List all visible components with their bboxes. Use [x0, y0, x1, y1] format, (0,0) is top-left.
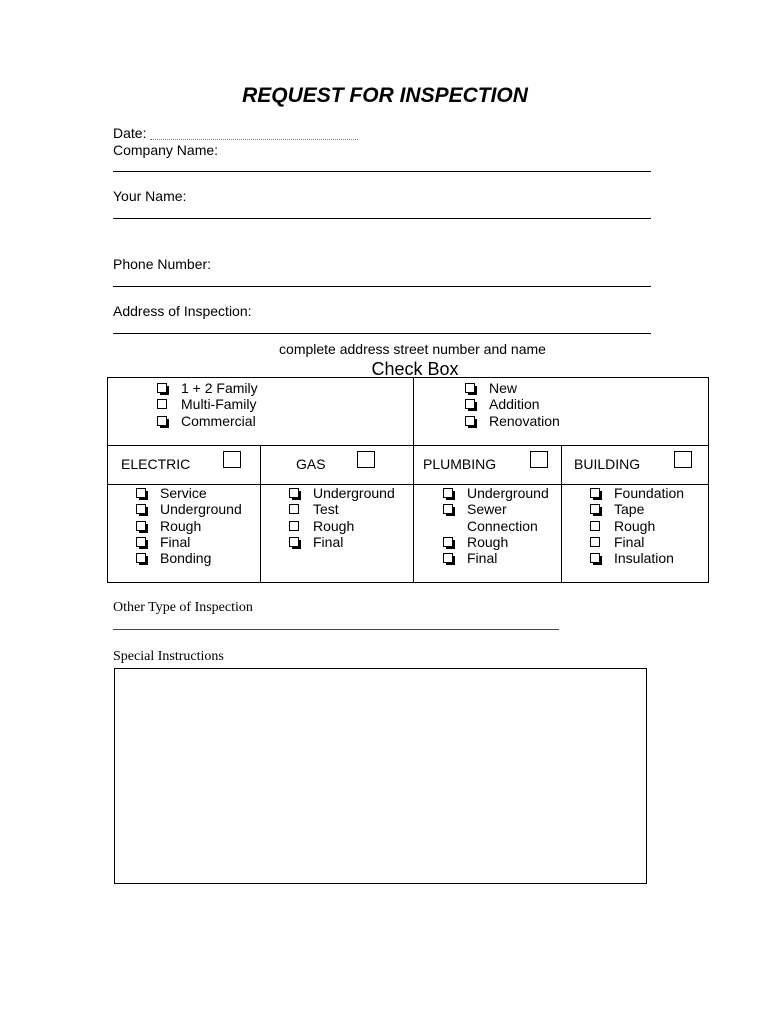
address-label: Address of Inspection: — [113, 303, 252, 319]
gas-list — [289, 485, 395, 550]
building-list — [590, 485, 684, 566]
phone-number-field[interactable] — [113, 286, 651, 287]
building-final[interactable] — [590, 534, 684, 550]
special-instructions-box[interactable] — [114, 668, 647, 884]
other-inspection-label: Other Type of Inspection — [113, 600, 253, 615]
plumbing-checkbox[interactable] — [530, 451, 548, 468]
electric-service[interactable] — [136, 485, 242, 501]
building-type-right-list — [465, 380, 560, 429]
gas-final[interactable] — [289, 534, 395, 550]
gas-underground[interactable] — [289, 485, 395, 501]
table-divider — [561, 445, 562, 583]
table-divider — [260, 445, 261, 583]
checkbox-icon[interactable] — [289, 488, 299, 498]
building-foundation[interactable] — [590, 485, 684, 501]
option-label: New — [489, 380, 518, 396]
option-label: Service — [160, 485, 207, 501]
option-label: Final — [313, 533, 344, 550]
table-divider — [413, 377, 414, 446]
electric-header: ELECTRIC — [121, 456, 191, 472]
option-multi-family[interactable] — [157, 396, 258, 412]
option-label: Underground — [160, 501, 242, 518]
plumbing-rough[interactable] — [443, 534, 549, 550]
checkbox-icon[interactable] — [136, 537, 146, 547]
checkbox-icon[interactable] — [443, 488, 453, 498]
date-field[interactable] — [150, 139, 358, 140]
checkbox-icon[interactable] — [289, 504, 299, 514]
electric-rough[interactable] — [136, 518, 242, 534]
checkbox-icon[interactable] — [590, 504, 600, 514]
plumbing-sewer-connection — [443, 518, 549, 534]
company-name-field[interactable] — [113, 171, 651, 172]
option-label: Insulation — [614, 550, 674, 567]
checkbox-icon[interactable] — [136, 488, 146, 498]
building-insulation[interactable] — [590, 550, 684, 566]
checkbox-icon[interactable] — [157, 416, 167, 426]
plumbing-final[interactable] — [443, 550, 549, 566]
option-commercial[interactable] — [157, 413, 258, 429]
option-label: 1 + 2 Family — [181, 380, 258, 396]
other-inspection-field[interactable] — [113, 629, 559, 630]
option-label: Rough — [467, 533, 509, 550]
checkbox-icon[interactable] — [136, 504, 146, 514]
your-name-label: Your Name: — [113, 188, 187, 204]
table-divider — [413, 445, 414, 583]
checkbox-icon[interactable] — [465, 383, 475, 393]
checkbox-icon[interactable] — [443, 553, 453, 563]
address-hint: complete address street number and name — [279, 341, 546, 357]
checkbox-icon[interactable] — [443, 504, 453, 514]
plumbing-header: PLUMBING — [423, 456, 497, 472]
option-label: Final — [614, 533, 645, 550]
building-rough[interactable] — [590, 518, 684, 534]
building-tape[interactable] — [590, 501, 684, 517]
gas-test[interactable] — [289, 501, 395, 517]
building-type-left-list — [157, 380, 258, 429]
electric-list — [136, 485, 242, 566]
gas-rough[interactable] — [289, 518, 395, 534]
checkbox-icon[interactable] — [590, 537, 600, 547]
option-label: Commercial — [181, 412, 256, 429]
check-box-title: Check Box — [371, 359, 459, 379]
gas-header: GAS — [296, 456, 326, 472]
option-1-2-family[interactable] — [157, 380, 258, 396]
building-checkbox[interactable] — [674, 451, 692, 468]
checkbox-icon[interactable] — [590, 521, 600, 531]
option-new[interactable] — [465, 380, 560, 396]
option-label: Test — [313, 501, 339, 518]
plumbing-sewer[interactable] — [443, 501, 549, 517]
your-name-field[interactable] — [113, 218, 651, 219]
phone-number-label: Phone Number: — [113, 256, 212, 272]
electric-final[interactable] — [136, 534, 242, 550]
plumbing-underground[interactable] — [443, 485, 549, 501]
option-label: Connection — [467, 517, 538, 534]
option-renovation[interactable] — [465, 413, 560, 429]
company-name-label: Company Name: — [113, 142, 219, 158]
plumbing-list — [443, 485, 549, 566]
checkbox-icon[interactable] — [465, 399, 475, 409]
gas-checkbox[interactable] — [357, 451, 375, 468]
option-label: Bonding — [160, 550, 212, 567]
checkbox-icon[interactable] — [157, 399, 167, 409]
option-label: Rough — [313, 517, 355, 534]
option-label: Renovation — [489, 412, 560, 429]
special-instructions-label: Special Instructions — [113, 649, 224, 664]
checkbox-icon[interactable] — [590, 488, 600, 498]
option-label: Rough — [160, 517, 202, 534]
checkbox-icon[interactable] — [465, 416, 475, 426]
checkbox-icon[interactable] — [289, 521, 299, 531]
electric-underground[interactable] — [136, 501, 242, 517]
option-label: Tape — [614, 501, 645, 518]
checkbox-icon[interactable] — [443, 537, 453, 547]
address-field[interactable] — [113, 333, 651, 334]
form-title: REQUEST FOR INSPECTION — [242, 84, 528, 107]
electric-checkbox[interactable] — [223, 451, 241, 468]
checkbox-icon[interactable] — [157, 383, 167, 393]
option-label: Multi-Family — [181, 396, 257, 413]
building-header: BUILDING — [574, 456, 641, 472]
date-label: Date: — [113, 125, 147, 141]
option-label: Rough — [614, 517, 656, 534]
option-label: Addition — [489, 396, 540, 413]
option-label: Sewer — [467, 501, 507, 518]
electric-bonding[interactable] — [136, 550, 242, 566]
option-label: Underground — [313, 485, 395, 501]
option-label: Final — [160, 533, 191, 550]
checkbox-icon[interactable] — [136, 553, 146, 563]
checkbox-icon[interactable] — [136, 521, 146, 531]
option-label: Underground — [467, 485, 549, 501]
option-label: Foundation — [614, 485, 685, 501]
checkbox-icon[interactable] — [590, 553, 600, 563]
checkbox-icon[interactable] — [289, 537, 299, 547]
option-addition[interactable] — [465, 396, 560, 412]
option-label: Final — [467, 550, 498, 567]
